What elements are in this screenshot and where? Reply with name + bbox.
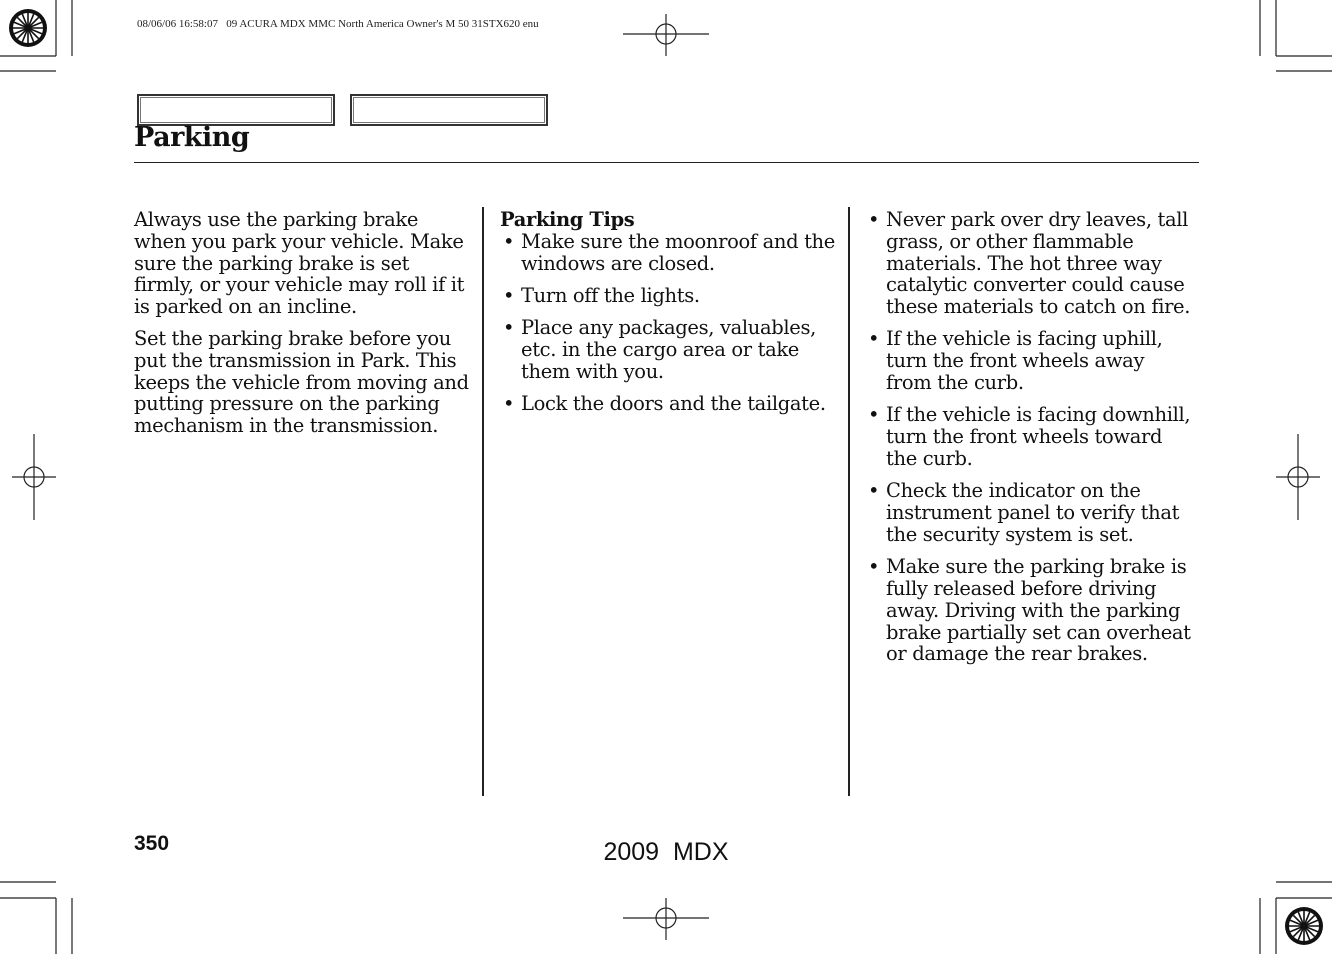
- list-item: • If the vehicle is facing uphill, turn the front wheels away from the curb.: [868, 327, 1163, 395]
- crosshair-top-icon: [623, 14, 709, 56]
- column-2: [500, 209, 836, 425]
- crosshair-right-icon: [1276, 434, 1320, 520]
- column-3: [865, 209, 1195, 676]
- bullet-icon: •: [868, 208, 880, 231]
- parking-tips-list: [500, 231, 836, 415]
- column-1: [134, 209, 474, 447]
- column-divider-1: [482, 207, 484, 796]
- list-item: • Turn off the lights.: [503, 283, 700, 307]
- section-title: Parking: [134, 122, 250, 153]
- bullet-icon: •: [868, 479, 880, 503]
- registration-target-top-left-icon: [9, 9, 47, 47]
- list-item: • Make sure the parking brake is fully released before driving away. Driving with the parking brake partially set can overheat or damage the rear brakes.: [868, 555, 1191, 666]
- list-item: • Check the indicator on the instrument panel to verify that the security system is set.: [868, 479, 1180, 546]
- bullet-icon: •: [503, 283, 515, 307]
- paragraph: Always use the parking brake when you park your vehicle. Make sure the parking brake is set firmly, or your vehicle may roll if it is parked on an incline.: [134, 208, 465, 319]
- column-divider-2: [848, 207, 850, 796]
- list-item: • Lock the doors and the tailgate.: [503, 392, 826, 416]
- print-info-line: 08/06/06 16:58:07 09 ACURA MDX MMC North America Owner's M 50 31STX620 enu: [137, 18, 539, 30]
- bullet-icon: •: [868, 327, 880, 351]
- bullet-icon: •: [503, 392, 515, 416]
- bullet-icon: •: [868, 555, 880, 579]
- list-item: • Never park over dry leaves, tall grass, or other flammable materials. The hot three way catalytic converter could cause these materials to catch on fire.: [868, 208, 1191, 319]
- list-item: • Place any packages, valuables, etc. in the cargo area or take them with you.: [503, 316, 816, 383]
- crop-mark-bottom-left-icon: [0, 882, 72, 954]
- crosshair-left-icon: [12, 434, 56, 520]
- bullet-icon: •: [503, 316, 515, 340]
- list-item: • Make sure the moonroof and the windows are closed.: [503, 229, 835, 275]
- registration-target-bottom-right-icon: [1285, 907, 1323, 945]
- bullet-icon: •: [868, 403, 880, 427]
- page-number: 350: [134, 832, 170, 855]
- title-rule: [134, 162, 1199, 163]
- header-tab-box-2: [350, 94, 548, 126]
- bullet-icon: •: [503, 229, 515, 253]
- parking-tips-heading: Parking Tips: [500, 208, 635, 231]
- list-item: • If the vehicle is facing downhill, turn the front wheels toward the curb.: [868, 403, 1191, 470]
- crosshair-bottom-icon: [623, 898, 709, 940]
- crop-mark-top-right-icon: [1260, 0, 1332, 71]
- paragraph: Set the parking brake before you put the transmission in Park. This keeps the vehicle from moving and putting pressure on the parking mechanism in the transmission.: [134, 326, 469, 438]
- model-label: 2009 MDX: [603, 838, 729, 866]
- parking-tips-list-continued: [865, 209, 1195, 665]
